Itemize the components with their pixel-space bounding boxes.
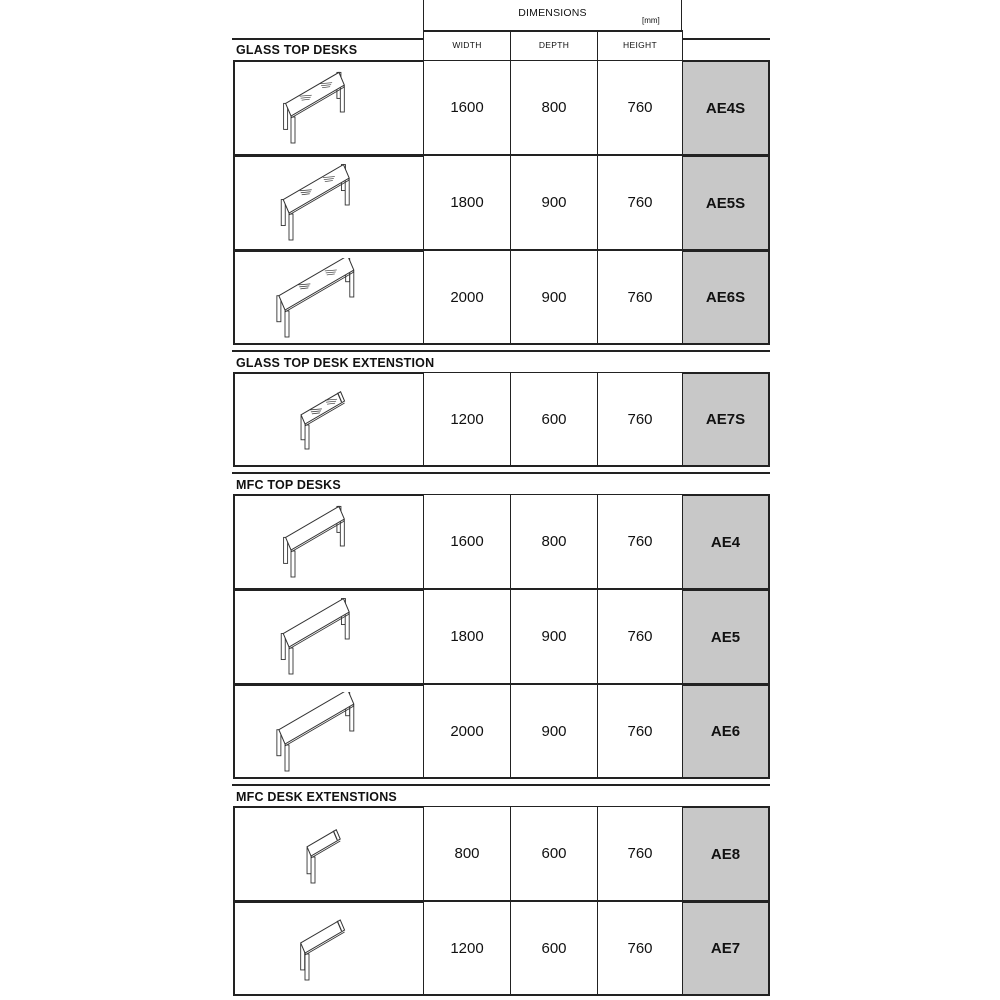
height-cell: 760 (597, 901, 683, 996)
product-code-cell: AE8 (682, 806, 770, 901)
product-image-cell (233, 372, 424, 467)
unit-label: [mm] (642, 16, 660, 25)
glass-top-desk-icon (269, 163, 389, 243)
height-cell: 760 (597, 494, 683, 589)
height-cell: 760 (597, 250, 683, 345)
height-cell: 760 (597, 589, 683, 684)
height-cell: 760 (597, 806, 683, 901)
height-cell: 760 (597, 155, 683, 250)
section-divider (682, 38, 770, 40)
section-divider (232, 784, 770, 786)
section-divider (232, 350, 770, 352)
product-image-cell (233, 589, 424, 684)
product-image-cell (233, 806, 424, 901)
column-header-height: HEIGHT (597, 31, 683, 60)
product-code-cell: AE5S (682, 155, 770, 250)
product-code-cell: AE6S (682, 250, 770, 345)
section-title-mfc-top-desks: MFC TOP DESKS (236, 478, 341, 492)
depth-cell: 600 (510, 901, 598, 996)
depth-cell: 800 (510, 60, 598, 155)
mfc-desk-extension-icon (269, 909, 389, 989)
product-code-cell: AE7S (682, 372, 770, 467)
product-image-cell (233, 494, 424, 589)
glass-desk-extension-icon (269, 380, 389, 460)
width-cell: 1800 (423, 589, 511, 684)
product-code-cell: AE4 (682, 494, 770, 589)
height-cell: 760 (597, 60, 683, 155)
product-image-cell (233, 901, 424, 996)
table-row (233, 155, 770, 250)
depth-cell: 900 (510, 684, 598, 779)
width-cell: 1800 (423, 155, 511, 250)
depth-cell: 600 (510, 806, 598, 901)
product-image-cell (233, 250, 424, 345)
section-title-mfc-desk-extensions: MFC DESK EXTENSTIONS (236, 790, 397, 804)
table-row (233, 250, 770, 345)
depth-cell: 900 (510, 589, 598, 684)
product-image-cell (233, 684, 424, 779)
width-cell: 1200 (423, 901, 511, 996)
width-cell: 800 (423, 806, 511, 901)
glass-top-desk-icon (269, 68, 389, 148)
depth-cell: 900 (510, 250, 598, 345)
width-cell: 1600 (423, 494, 511, 589)
product-code-cell: AE4S (682, 60, 770, 155)
mfc-desk-icon (269, 597, 389, 677)
glass-top-desk-icon (269, 258, 389, 338)
section-title-glass-desk-extension: GLASS TOP DESK EXTENSTION (236, 356, 435, 370)
section-divider (232, 38, 423, 40)
mfc-desk-icon (269, 692, 389, 772)
table-row (233, 60, 770, 155)
table-row (233, 589, 770, 684)
table-row (233, 806, 770, 901)
column-header-depth: DEPTH (510, 31, 598, 60)
width-cell: 1600 (423, 60, 511, 155)
product-image-cell (233, 155, 424, 250)
table-row (233, 684, 770, 779)
section-divider (232, 472, 770, 474)
product-code-cell: AE6 (682, 684, 770, 779)
section-title-glass-top-desks: GLASS TOP DESKS (236, 43, 358, 57)
depth-cell: 600 (510, 372, 598, 467)
product-image-cell (233, 60, 424, 155)
height-cell: 760 (597, 372, 683, 467)
table-row (233, 494, 770, 589)
mfc-desk-icon (269, 502, 389, 582)
product-code-cell: AE7 (682, 901, 770, 996)
column-header-width: WIDTH (423, 31, 511, 60)
table-row (233, 372, 770, 467)
width-cell: 2000 (423, 684, 511, 779)
table-row (233, 901, 770, 996)
dimensions-header-title: DIMENSIONS (518, 7, 587, 19)
mfc-desk-extension-icon (269, 814, 389, 894)
depth-cell: 900 (510, 155, 598, 250)
height-cell: 760 (597, 684, 683, 779)
product-code-cell: AE5 (682, 589, 770, 684)
width-cell: 2000 (423, 250, 511, 345)
depth-cell: 800 (510, 494, 598, 589)
width-cell: 1200 (423, 372, 511, 467)
